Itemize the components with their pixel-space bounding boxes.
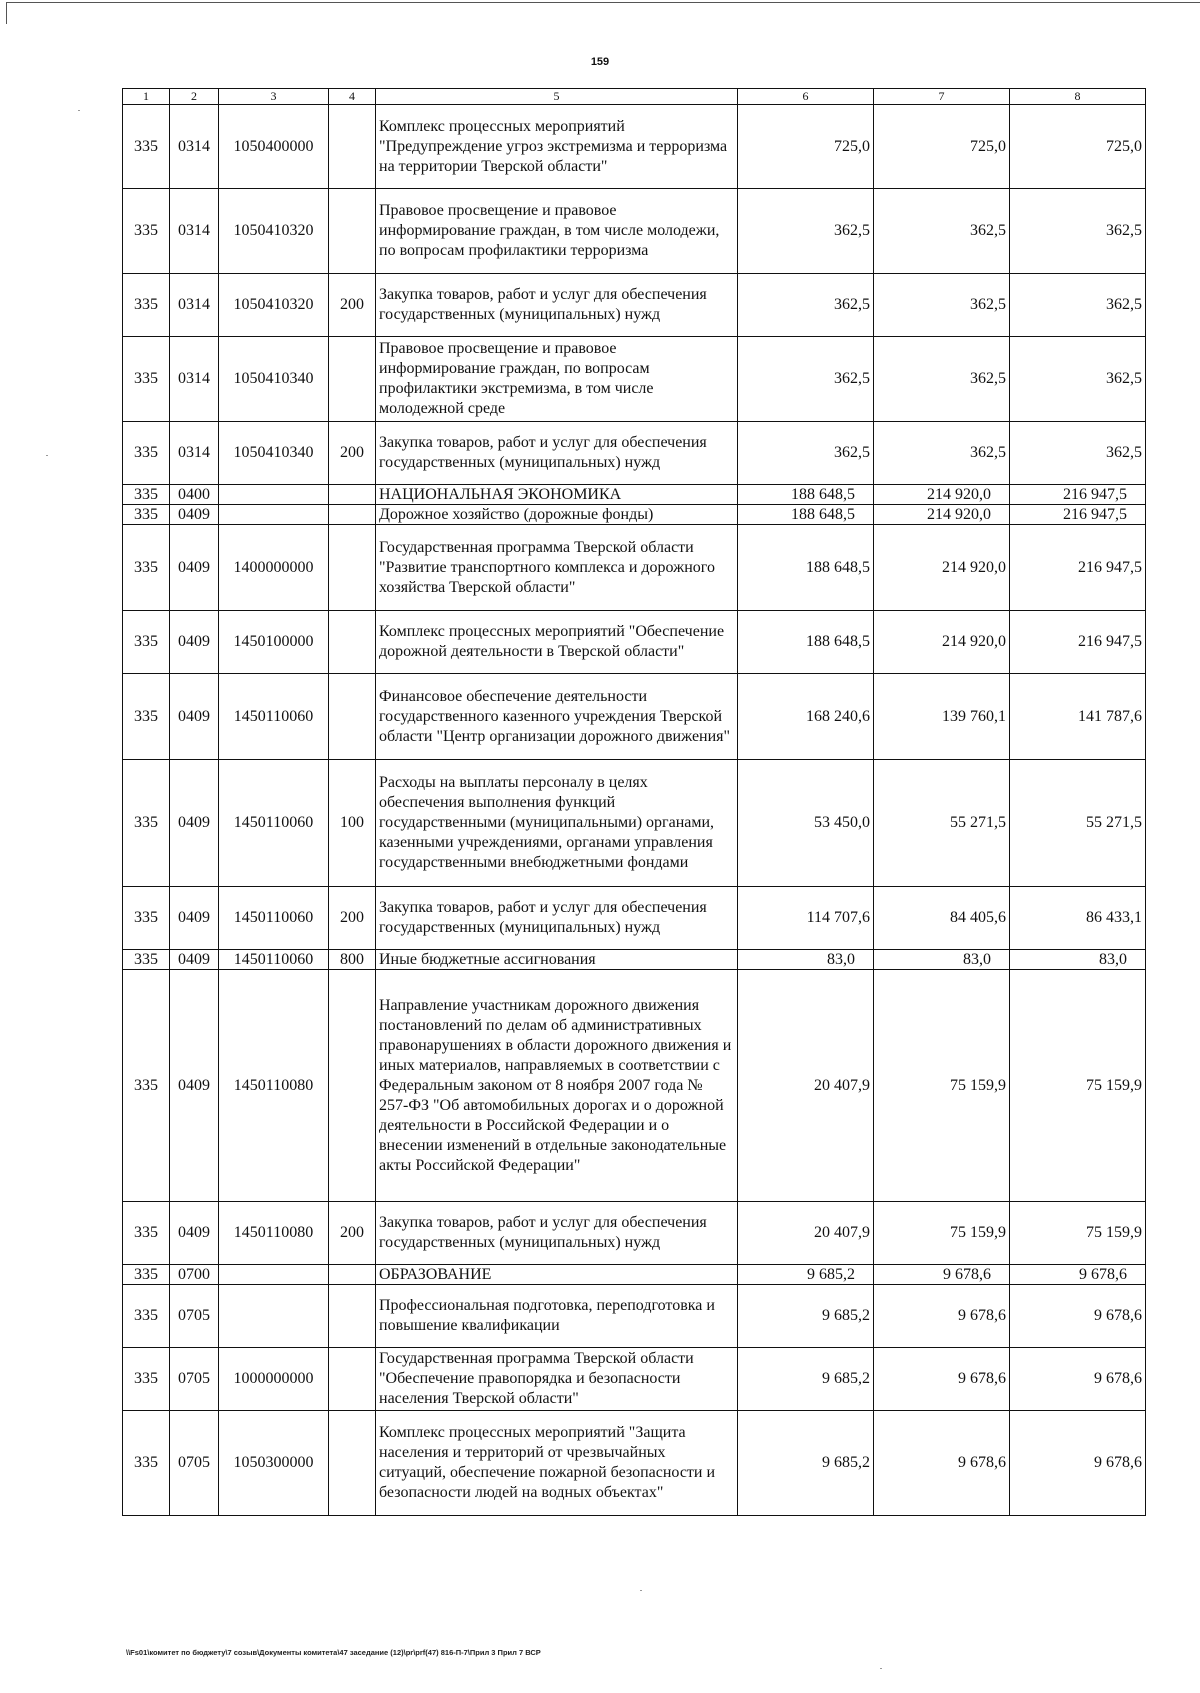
cell-expense-type bbox=[329, 1285, 376, 1348]
cell-target-article: 1050400000 bbox=[219, 105, 329, 189]
cell-amount-year-2: 9 678,6 bbox=[874, 1285, 1010, 1348]
cell-target-article: 1050300000 bbox=[219, 1411, 329, 1516]
cell-amount-year-1: 9 685,2 bbox=[738, 1411, 874, 1516]
cell-amount-year-3: 75 159,9 bbox=[1010, 970, 1146, 1202]
cell-description: Комплекс процессных мероприятий "Предупреждение угроз экстремизма и терроризма на территории Тверской области" bbox=[376, 105, 738, 189]
cell-expense-type bbox=[329, 105, 376, 189]
cell-section-code: 0705 bbox=[170, 1411, 219, 1516]
cell-amount-year-3: 9 678,6 bbox=[1010, 1265, 1146, 1285]
cell-amount-year-2: 139 760,1 bbox=[874, 674, 1010, 760]
cell-amount-year-3: 216 947,5 bbox=[1010, 525, 1146, 611]
cell-ministry-code: 335 bbox=[123, 1285, 170, 1348]
cell-amount-year-2: 55 271,5 bbox=[874, 760, 1010, 887]
cell-amount-year-1: 362,5 bbox=[738, 337, 874, 422]
cell-expense-type: 200 bbox=[329, 274, 376, 337]
cell-description: НАЦИОНАЛЬНАЯ ЭКОНОМИКА bbox=[376, 485, 738, 505]
column-header-8: 8 bbox=[1010, 89, 1146, 105]
budget-table bbox=[122, 88, 1146, 1516]
cell-amount-year-3: 362,5 bbox=[1010, 274, 1146, 337]
cell-ministry-code: 335 bbox=[123, 485, 170, 505]
cell-target-article: 1400000000 bbox=[219, 525, 329, 611]
cell-expense-type bbox=[329, 1411, 376, 1516]
cell-target-article bbox=[219, 505, 329, 525]
cell-expense-type bbox=[329, 970, 376, 1202]
table-row bbox=[123, 887, 1146, 950]
cell-amount-year-3: 141 787,6 bbox=[1010, 674, 1146, 760]
cell-amount-year-3: 9 678,6 bbox=[1010, 1411, 1146, 1516]
cell-description: Комплекс процессных мероприятий "Обеспечение дорожной деятельности в Тверской области" bbox=[376, 611, 738, 674]
cell-amount-year-1: 188 648,5 bbox=[738, 525, 874, 611]
cell-ministry-code: 335 bbox=[123, 1202, 170, 1265]
cell-section-code: 0409 bbox=[170, 1202, 219, 1265]
cell-amount-year-1: 9 685,2 bbox=[738, 1285, 874, 1348]
cell-target-article: 1050410320 bbox=[219, 189, 329, 274]
cell-expense-type bbox=[329, 485, 376, 505]
cell-description: Финансовое обеспечение деятельности государственного казенного учреждения Тверской области "Центр организации дорожного движения" bbox=[376, 674, 738, 760]
cell-amount-year-1: 362,5 bbox=[738, 274, 874, 337]
cell-target-article: 1450110060 bbox=[219, 950, 329, 970]
cell-amount-year-2: 214 920,0 bbox=[874, 611, 1010, 674]
table-row bbox=[123, 337, 1146, 422]
cell-section-code: 0705 bbox=[170, 1285, 219, 1348]
cell-ministry-code: 335 bbox=[123, 1265, 170, 1285]
cell-amount-year-1: 188 648,5 bbox=[738, 485, 874, 505]
cell-amount-year-2: 214 920,0 bbox=[874, 485, 1010, 505]
cell-amount-year-3: 83,0 bbox=[1010, 950, 1146, 970]
column-header-4: 4 bbox=[329, 89, 376, 105]
cell-amount-year-1: 168 240,6 bbox=[738, 674, 874, 760]
cell-ministry-code: 335 bbox=[123, 674, 170, 760]
table-row bbox=[123, 1202, 1146, 1265]
cell-expense-type: 800 bbox=[329, 950, 376, 970]
cell-section-code: 0314 bbox=[170, 337, 219, 422]
cell-amount-year-2: 725,0 bbox=[874, 105, 1010, 189]
cell-expense-type: 100 bbox=[329, 760, 376, 887]
cell-section-code: 0409 bbox=[170, 505, 219, 525]
table-row bbox=[123, 485, 1146, 505]
cell-section-code: 0409 bbox=[170, 611, 219, 674]
cell-amount-year-2: 9 678,6 bbox=[874, 1265, 1010, 1285]
scan-edge-left bbox=[6, 2, 7, 24]
cell-ministry-code: 335 bbox=[123, 189, 170, 274]
table-row bbox=[123, 525, 1146, 611]
cell-amount-year-1: 20 407,9 bbox=[738, 970, 874, 1202]
cell-section-code: 0314 bbox=[170, 189, 219, 274]
table-row bbox=[123, 1348, 1146, 1411]
cell-ministry-code: 335 bbox=[123, 970, 170, 1202]
cell-amount-year-3: 9 678,6 bbox=[1010, 1348, 1146, 1411]
cell-amount-year-3: 362,5 bbox=[1010, 189, 1146, 274]
cell-expense-type bbox=[329, 1348, 376, 1411]
cell-expense-type bbox=[329, 1265, 376, 1285]
cell-expense-type: 200 bbox=[329, 422, 376, 485]
cell-amount-year-1: 9 685,2 bbox=[738, 1265, 874, 1285]
table-row bbox=[123, 189, 1146, 274]
cell-ministry-code: 335 bbox=[123, 337, 170, 422]
cell-amount-year-3: 216 947,5 bbox=[1010, 485, 1146, 505]
cell-target-article: 1450110080 bbox=[219, 970, 329, 1202]
cell-description: Комплекс процессных мероприятий "Защита населения и территорий от чрезвычайных ситуаций, обеспечение пожарной безопасности и безопасности людей на водных объектах" bbox=[376, 1411, 738, 1516]
cell-expense-type bbox=[329, 525, 376, 611]
cell-section-code: 0409 bbox=[170, 760, 219, 887]
cell-section-code: 0400 bbox=[170, 485, 219, 505]
table-row bbox=[123, 1285, 1146, 1348]
column-number-row bbox=[123, 89, 1146, 105]
page-number: 159 bbox=[590, 56, 610, 68]
column-header-2: 2 bbox=[170, 89, 219, 105]
cell-description: Правовое просвещение и правовое информирование граждан, по вопросам профилактики экстремизма, в том числе молодежной среде bbox=[376, 337, 738, 422]
cell-description: Закупка товаров, работ и услуг для обеспечения государственных (муниципальных) нужд bbox=[376, 887, 738, 950]
cell-amount-year-2: 75 159,9 bbox=[874, 970, 1010, 1202]
cell-ministry-code: 335 bbox=[123, 611, 170, 674]
cell-target-article bbox=[219, 1265, 329, 1285]
column-header-3: 3 bbox=[219, 89, 329, 105]
cell-section-code: 0409 bbox=[170, 525, 219, 611]
cell-ministry-code: 335 bbox=[123, 1348, 170, 1411]
cell-ministry-code: 335 bbox=[123, 887, 170, 950]
cell-amount-year-3: 75 159,9 bbox=[1010, 1202, 1146, 1265]
cell-description: Иные бюджетные ассигнования bbox=[376, 950, 738, 970]
cell-amount-year-3: 216 947,5 bbox=[1010, 611, 1146, 674]
cell-expense-type bbox=[329, 611, 376, 674]
cell-amount-year-1: 114 707,6 bbox=[738, 887, 874, 950]
cell-target-article: 1450110080 bbox=[219, 1202, 329, 1265]
cell-target-article: 1450100000 bbox=[219, 611, 329, 674]
cell-section-code: 0409 bbox=[170, 970, 219, 1202]
cell-amount-year-1: 53 450,0 bbox=[738, 760, 874, 887]
cell-description: Направление участникам дорожного движения постановлений по делам об административных правонарушениях в области дорожного движения и иных материалов, направляемых в соответствии с Федеральным законом от 8 ноября 2007 года № 257-ФЗ "Об автомобильных дорогах и о дорожной деятельности в Российской Федерации и о внесении изменений в отдельные законодательные акты Российской Федерации" bbox=[376, 970, 738, 1202]
scan-speck bbox=[640, 1590, 642, 1591]
table-row bbox=[123, 950, 1146, 970]
cell-ministry-code: 335 bbox=[123, 950, 170, 970]
cell-amount-year-1: 362,5 bbox=[738, 422, 874, 485]
table-row bbox=[123, 611, 1146, 674]
cell-description: Профессиональная подготовка, переподготовка и повышение квалификации bbox=[376, 1285, 738, 1348]
cell-amount-year-3: 216 947,5 bbox=[1010, 505, 1146, 525]
cell-section-code: 0705 bbox=[170, 1348, 219, 1411]
cell-amount-year-1: 188 648,5 bbox=[738, 505, 874, 525]
cell-amount-year-2: 214 920,0 bbox=[874, 525, 1010, 611]
cell-description: Дорожное хозяйство (дорожные фонды) bbox=[376, 505, 738, 525]
table-row bbox=[123, 274, 1146, 337]
cell-amount-year-2: 9 678,6 bbox=[874, 1348, 1010, 1411]
cell-expense-type bbox=[329, 674, 376, 760]
cell-ministry-code: 335 bbox=[123, 105, 170, 189]
cell-section-code: 0409 bbox=[170, 674, 219, 760]
cell-amount-year-1: 83,0 bbox=[738, 950, 874, 970]
cell-amount-year-2: 362,5 bbox=[874, 274, 1010, 337]
cell-amount-year-3: 362,5 bbox=[1010, 337, 1146, 422]
cell-section-code: 0409 bbox=[170, 950, 219, 970]
cell-target-article: 1000000000 bbox=[219, 1348, 329, 1411]
cell-target-article: 1450110060 bbox=[219, 674, 329, 760]
cell-description: Закупка товаров, работ и услуг для обеспечения государственных (муниципальных) нужд bbox=[376, 274, 738, 337]
column-header-7: 7 bbox=[874, 89, 1010, 105]
cell-target-article: 1450110060 bbox=[219, 760, 329, 887]
cell-amount-year-3: 86 433,1 bbox=[1010, 887, 1146, 950]
table-row bbox=[123, 1265, 1146, 1285]
cell-description: ОБРАЗОВАНИЕ bbox=[376, 1265, 738, 1285]
cell-amount-year-2: 83,0 bbox=[874, 950, 1010, 970]
cell-description: Закупка товаров, работ и услуг для обеспечения государственных (муниципальных) нужд bbox=[376, 422, 738, 485]
column-header-6: 6 bbox=[738, 89, 874, 105]
cell-amount-year-3: 9 678,6 bbox=[1010, 1285, 1146, 1348]
table-row bbox=[123, 105, 1146, 189]
cell-description: Правовое просвещение и правовое информирование граждан, в том числе молодежи, по вопросам профилактики терроризма bbox=[376, 189, 738, 274]
cell-ministry-code: 335 bbox=[123, 760, 170, 887]
cell-amount-year-2: 9 678,6 bbox=[874, 1411, 1010, 1516]
cell-amount-year-2: 362,5 bbox=[874, 422, 1010, 485]
cell-section-code: 0409 bbox=[170, 887, 219, 950]
cell-amount-year-2: 362,5 bbox=[874, 189, 1010, 274]
cell-amount-year-1: 9 685,2 bbox=[738, 1348, 874, 1411]
cell-expense-type bbox=[329, 337, 376, 422]
cell-section-code: 0700 bbox=[170, 1265, 219, 1285]
scan-speck bbox=[880, 1668, 882, 1669]
cell-ministry-code: 335 bbox=[123, 1411, 170, 1516]
cell-expense-type bbox=[329, 189, 376, 274]
cell-amount-year-1: 362,5 bbox=[738, 189, 874, 274]
cell-ministry-code: 335 bbox=[123, 274, 170, 337]
cell-amount-year-2: 214 920,0 bbox=[874, 505, 1010, 525]
cell-amount-year-3: 55 271,5 bbox=[1010, 760, 1146, 887]
cell-target-article: 1050410320 bbox=[219, 274, 329, 337]
cell-amount-year-1: 188 648,5 bbox=[738, 611, 874, 674]
column-header-1: 1 bbox=[123, 89, 170, 105]
cell-target-article: 1050410340 bbox=[219, 422, 329, 485]
table-row bbox=[123, 760, 1146, 887]
column-header-5: 5 bbox=[376, 89, 738, 105]
scan-edge-top bbox=[6, 2, 1200, 3]
table-row bbox=[123, 505, 1146, 525]
scan-speck bbox=[78, 110, 80, 111]
cell-ministry-code: 335 bbox=[123, 525, 170, 611]
cell-ministry-code: 335 bbox=[123, 422, 170, 485]
cell-target-article: 1450110060 bbox=[219, 887, 329, 950]
cell-ministry-code: 335 bbox=[123, 505, 170, 525]
cell-target-article bbox=[219, 485, 329, 505]
cell-amount-year-1: 725,0 bbox=[738, 105, 874, 189]
cell-expense-type: 200 bbox=[329, 887, 376, 950]
cell-section-code: 0314 bbox=[170, 274, 219, 337]
table-row bbox=[123, 422, 1146, 485]
cell-expense-type bbox=[329, 505, 376, 525]
cell-section-code: 0314 bbox=[170, 105, 219, 189]
cell-amount-year-2: 362,5 bbox=[874, 337, 1010, 422]
table-row bbox=[123, 1411, 1146, 1516]
cell-description: Государственная программа Тверской области "Развитие транспортного комплекса и дорожного хозяйства Тверской области" bbox=[376, 525, 738, 611]
file-path-footer: \\Fs01\комитет по бюджету\7 созыв\Документы комитета\47 заседание (12)\pr\prf(47) 816-П-7\Прил 3 Прил 7 ВСР bbox=[126, 1648, 541, 1657]
scan-speck bbox=[46, 455, 48, 456]
cell-amount-year-1: 20 407,9 bbox=[738, 1202, 874, 1265]
cell-description: Расходы на выплаты персоналу в целях обеспечения выполнения функций государственными (муниципальными) органами, казенными учреждениями, органами управления государственными внебюджетными фондами bbox=[376, 760, 738, 887]
cell-amount-year-2: 84 405,6 bbox=[874, 887, 1010, 950]
cell-amount-year-3: 725,0 bbox=[1010, 105, 1146, 189]
cell-section-code: 0314 bbox=[170, 422, 219, 485]
cell-amount-year-3: 362,5 bbox=[1010, 422, 1146, 485]
cell-target-article bbox=[219, 1285, 329, 1348]
cell-description: Государственная программа Тверской области "Обеспечение правопорядка и безопасности населения Тверской области" bbox=[376, 1348, 738, 1411]
cell-target-article: 1050410340 bbox=[219, 337, 329, 422]
cell-expense-type: 200 bbox=[329, 1202, 376, 1265]
table-row bbox=[123, 970, 1146, 1202]
cell-amount-year-2: 75 159,9 bbox=[874, 1202, 1010, 1265]
table-row bbox=[123, 674, 1146, 760]
cell-description: Закупка товаров, работ и услуг для обеспечения государственных (муниципальных) нужд bbox=[376, 1202, 738, 1265]
